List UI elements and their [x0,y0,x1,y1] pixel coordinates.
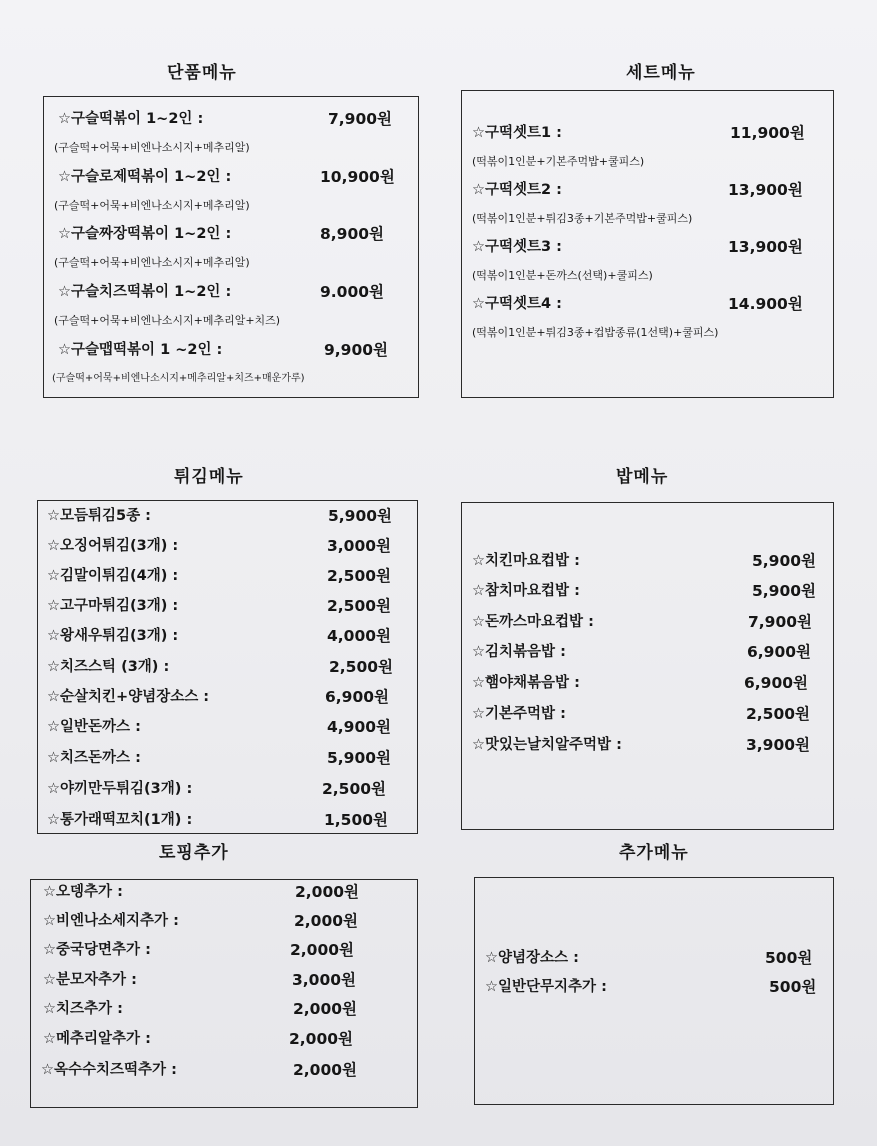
rice-menu-title: 밥메뉴 [616,467,669,487]
item-name: ☆구슬짜장떡볶이 1~2인 : [58,226,232,242]
item-price: 500원 [769,978,817,996]
item-price: 13,900원 [728,238,803,256]
item-name: ☆통가래떡꼬치(1개) : [47,812,193,828]
set-menu-box [461,90,834,398]
item-price: 5,900원 [328,507,393,525]
item-description: (떡볶이1인분+튀김3종+기본주먹밥+쿨피스) [472,212,693,225]
menu-item [462,640,833,664]
menu-item [38,808,417,832]
item-name: ☆김말이튀김(4개) : [47,568,179,584]
item-price: 2,000원 [290,941,355,959]
item-name: ☆메추리알추가 : [43,1031,151,1047]
extra-menu-box [474,877,834,1105]
menu-item [38,504,417,528]
item-description: (떡볶이1인분+튀김3종+컵밥종류(1선택)+쿨피스) [472,326,719,339]
menu-item [31,1027,417,1051]
item-description: (구슬떡+어묵+비엔나소시지+메추리알+치즈) [54,314,281,327]
item-name: ☆구떡셋트2 : [472,182,562,198]
item-price: 13,900원 [728,181,803,199]
menu-item [462,292,833,316]
fried-menu-title: 튀김메뉴 [174,467,244,487]
item-name: ☆오징어튀김(3개) : [47,538,179,554]
item-name: ☆돈까스마요컵밥 : [472,614,594,630]
item-price: 2,500원 [746,705,811,723]
item-price: 2,500원 [329,658,394,676]
item-price: 2,500원 [327,567,392,585]
menu-item [38,594,417,618]
item-description: (떡볶이1인분+돈까스(선택)+쿨피스) [472,269,653,282]
item-description: (구슬떡+어묵+비엔나소시지+메추리알) [54,141,250,154]
menu-item [462,178,833,202]
item-price: 9.000원 [320,283,385,301]
item-price: 2,000원 [294,912,359,930]
item-description: (구슬떡+어묵+비엔나소시지+메추리알) [54,256,250,269]
item-name: ☆일반돈까스 : [47,719,141,735]
item-description: (구슬떡+어묵+비엔나소시지+메추리알+치즈+매운가루) [52,373,305,384]
item-price: 9,900원 [324,341,389,359]
extra-menu-title: 추가메뉴 [619,843,689,863]
item-name: ☆치킨마요컵밥 : [472,553,580,569]
item-name: ☆야끼만두튀김(3개) : [47,781,193,797]
menu-item [462,579,833,603]
item-name: ☆치즈스틱 (3개) : [47,659,170,675]
menu-item [38,746,417,770]
item-name: ☆일반단무지추가 : [485,979,607,995]
item-price: 6,900원 [747,643,812,661]
item-price: 5,900원 [752,582,817,600]
item-name: ☆치즈추가 : [43,1001,123,1017]
menu-item [44,165,418,189]
item-name: ☆비엔나소세지추가 : [43,913,179,929]
menu-item [462,610,833,634]
item-name: ☆맛있는날치알주먹밥 : [472,737,622,753]
single-menu-title: 단품메뉴 [167,63,237,83]
menu-item [38,624,417,648]
item-price: 2,000원 [295,883,360,901]
menu-item [462,121,833,145]
item-name: ☆왕새우튀김(3개) : [47,628,179,644]
item-price: 2,000원 [289,1030,354,1048]
item-price: 7,900원 [328,110,393,128]
item-name: ☆고구마튀김(3개) : [47,598,179,614]
menu-item [31,880,417,904]
menu-item [31,938,417,962]
item-name: ☆치즈돈까스 : [47,750,141,766]
item-price: 500원 [765,949,813,967]
item-name: ☆김치볶음밥 : [472,644,566,660]
menu-item [462,549,833,573]
menu-item [38,534,417,558]
menu-item [44,222,418,246]
menu-item [462,702,833,726]
menu-item [31,1058,417,1082]
item-name: ☆구슬로제떡볶이 1~2인 : [58,169,232,185]
item-price: 2,000원 [293,1061,358,1079]
item-description: (떡볶이1인분+기본주먹밥+쿨피스) [472,155,645,168]
item-name: ☆오뎅추가 : [43,884,123,900]
item-price: 14.900원 [728,295,803,313]
item-price: 5,900원 [327,749,392,767]
set-menu-title: 세트메뉴 [626,63,696,83]
item-name: ☆구떡셋트3 : [472,239,562,255]
item-name: ☆참치마요컵밥 : [472,583,580,599]
fried-menu-box [37,500,418,834]
item-price: 4,000원 [327,627,392,645]
menu-item [38,685,417,709]
topping-menu-title: 토핑추가 [159,843,229,863]
menu-item [31,968,417,992]
item-price: 6,900원 [744,674,809,692]
item-price: 11,900원 [730,124,805,142]
menu-item [38,564,417,588]
item-price: 4,900원 [327,718,392,736]
item-description: (구슬떡+어묵+비엔나소시지+메추리알) [54,199,250,212]
item-name: ☆순살치킨+양념장소스 : [47,689,210,705]
item-price: 8,900원 [320,225,385,243]
item-name: ☆구슬치즈떡볶이 1~2인 : [58,284,232,300]
menu-item [38,777,417,801]
item-name: ☆구떡셋트4 : [472,296,562,312]
menu-item [475,946,833,970]
item-name: ☆중국당면추가 : [43,942,151,958]
item-name: ☆분모자추가 : [43,972,137,988]
menu-item [44,280,418,304]
item-name: ☆기본주먹밥 : [472,706,566,722]
menu-item [44,107,418,131]
item-price: 10,900원 [320,168,395,186]
item-price: 2,500원 [322,780,387,798]
topping-menu-box [30,879,418,1108]
item-price: 7,900원 [748,613,813,631]
rice-menu-box [461,502,834,830]
item-name: ☆구슬떡볶이 1~2인 : [58,111,204,127]
item-price: 2,000원 [293,1000,358,1018]
menu-item [462,733,833,757]
item-name: ☆구슬맵떡볶이 1 ~2인 : [58,342,223,358]
item-name: ☆햄야채볶음밥 : [472,675,580,691]
menu-item [38,655,417,679]
item-price: 3,900원 [746,736,811,754]
menu-item [44,338,418,362]
item-price: 5,900원 [752,552,817,570]
item-price: 2,500원 [327,597,392,615]
menu-item [31,909,417,933]
menu-item [462,235,833,259]
item-name: ☆양념장소스 : [485,950,579,966]
item-price: 1,500원 [324,811,389,829]
item-price: 3,000원 [292,971,357,989]
menu-item [31,997,417,1021]
item-price: 3,000원 [327,537,392,555]
menu-item [462,671,833,695]
menu-item [38,715,417,739]
single-menu-box [43,96,419,398]
item-name: ☆구떡셋트1 : [472,125,562,141]
item-price: 6,900원 [325,688,390,706]
item-name: ☆모듬튀김5종 : [47,508,151,524]
menu-item [475,975,833,999]
item-name: ☆옥수수치즈떡추가 : [41,1062,177,1078]
